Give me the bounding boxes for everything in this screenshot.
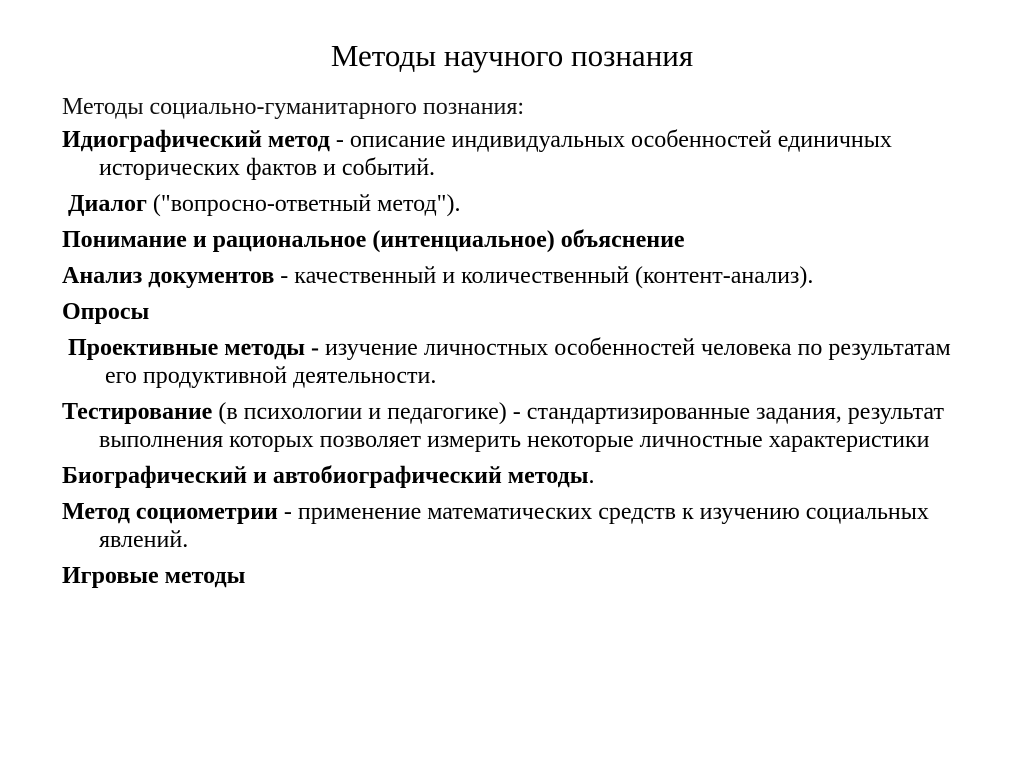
item-text: изучение личностных особенностей человека по результатам его продуктивной деятельности. [105, 335, 951, 389]
item-term: Диалог [68, 191, 147, 217]
list-item-game-methods [62, 562, 982, 590]
item-term: Метод социометрии [62, 499, 278, 525]
item-term: Понимание и рациональное (интенциальное) объяснение [62, 227, 685, 253]
item-term: Проективные методы - [68, 335, 319, 361]
list-item-surveys [62, 298, 982, 326]
item-term: Опросы [62, 299, 150, 325]
slide-title: Методы научного познания [330, 38, 694, 73]
methods-list [62, 126, 982, 598]
item-text: - применение математических средств к изучению социальных явлений. [99, 499, 929, 553]
slide-subtitle: Методы социально-гуманитарного познания: [62, 94, 525, 120]
item-text: ("вопросно-ответный метод"). [146, 191, 461, 217]
item-text: (в психологии и педагогике) - стандартизированные задания, результат выполнения которых позволяет измерить некоторые личностные характеристики [99, 399, 944, 453]
item-text: - качественный и количественный (контент-анализ). [274, 263, 814, 289]
list-item-sociometry [62, 498, 982, 554]
list-item-biographical [62, 462, 982, 490]
list-item-dialog [62, 190, 982, 218]
item-text: . [588, 463, 595, 489]
item-term: Тестирование [62, 399, 213, 425]
item-term: Биографический и автобиографический методы [62, 463, 589, 489]
list-item-testing [62, 398, 982, 454]
list-item-document-analysis [62, 262, 982, 290]
list-item-understanding [62, 226, 982, 254]
item-text: - описание индивидуальных особенностей единичных исторических фактов и событий. [99, 127, 892, 181]
item-term: Игровые методы [62, 563, 246, 589]
list-item-idiographic [62, 126, 982, 182]
item-term: Идиографический метод [62, 127, 330, 153]
list-item-projective [62, 334, 982, 390]
item-term: Анализ документов [62, 263, 275, 289]
